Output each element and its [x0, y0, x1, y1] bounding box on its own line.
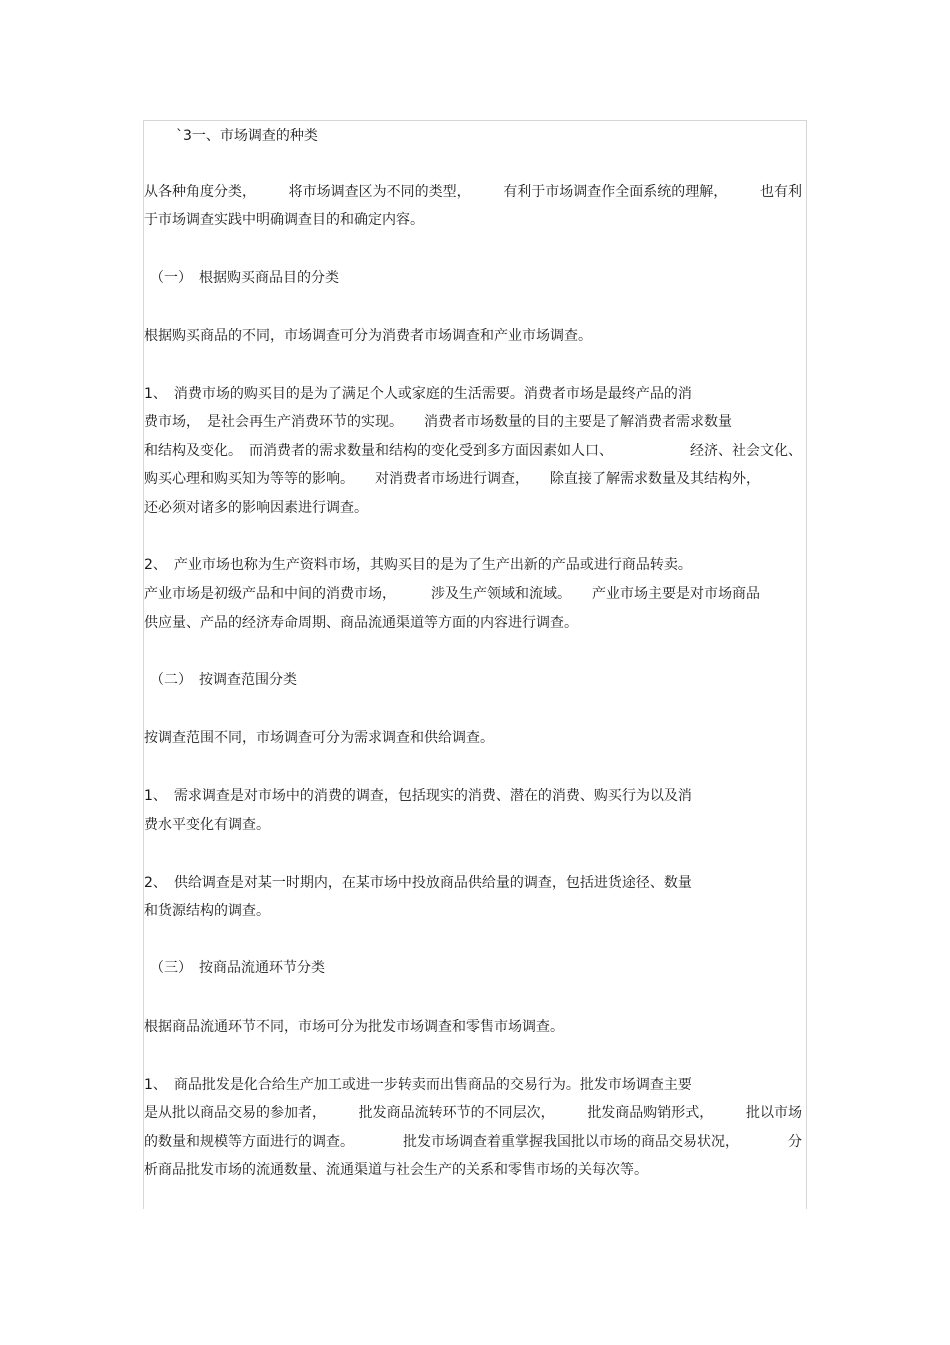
- paragraph-line: 购买心理和购买知为等等的影响。 对消费者市场进行调查， 除直接了解需求数量及其结构外，: [144, 471, 760, 487]
- document-title: `3一、市场调查的种类: [176, 128, 318, 144]
- paragraph-line: 1、 需求调查是对市场中的消费的调查，包括现实的消费、潜在的消费、购买行为以及消: [144, 788, 692, 804]
- intro-segment: 将市场调查区为不同的类型，: [288, 184, 471, 200]
- paragraph-line: [144, 442, 802, 460]
- paragraph-line: 析商品批发市场的流通数量、流通渠道与社会生产的关系和零售市场的关每次等。: [144, 1162, 648, 1178]
- paragraph-line: 1、 商品批发是化合给生产加工或进一步转卖而出售商品的交易行为。批发市场调查主要: [144, 1077, 692, 1093]
- paragraph-line: 1、 消费市场的购买目的是为了满足个人或家庭的生活需要。消费者市场是最终产品的消: [144, 386, 692, 402]
- paragraph-line: [144, 1104, 802, 1122]
- intro-segment: 从各种角度分类，: [144, 184, 256, 200]
- paragraph-line: 费水平变化有调查。: [144, 817, 270, 833]
- paragraph-line: 供应量、产品的经济寿命周期、商品流通渠道等方面的内容进行调查。: [144, 615, 578, 631]
- paragraph-line: 费市场， 是社会再生产消费环节的实现。 消费者市场数量的目的主要是了解消费者需求数量: [144, 414, 732, 430]
- section-heading-2: （二） 按调查范围分类: [150, 672, 297, 688]
- text-segment: 是从批以商品交易的参加者，: [144, 1105, 326, 1121]
- intro-segment: 有利于市场调查作全面系统的理解，: [503, 184, 728, 200]
- section-intro-3: 根据商品流通环节不同，市场可分为批发市场调查和零售市场调查。: [144, 1019, 564, 1035]
- paragraph-line: 2、 供给调查是对某一时期内，在某市场中投放商品供给量的调查，包括进货途径、数量: [144, 875, 692, 891]
- paragraph-line: 产业市场是初级产品和中间的消费市场， 涉及生产领域和流域。 产业市场主要是对市场商品: [144, 586, 760, 602]
- text-segment: 批发商品购销形式，: [587, 1105, 714, 1121]
- paragraph-line: 2、 产业市场也称为生产资料市场，其购买目的是为了生产出新的产品或进行商品转卖。: [144, 557, 692, 573]
- paragraph-line: 还必须对诸多的影响因素进行调查。: [144, 500, 368, 516]
- text-segment: 和结构及变化。 而消费者的需求数量和结构的变化受到多方面因素如人口、: [144, 443, 613, 459]
- section-heading-3: （三） 按商品流通环节分类: [150, 960, 325, 976]
- text-segment: 的数量和规模等方面进行的调查。: [144, 1134, 354, 1150]
- text-segment: 批发市场调查着重掌握我国批以市场的商品交易状况，: [403, 1134, 739, 1150]
- text-segment: 分: [788, 1134, 802, 1150]
- intro-line-1: [144, 183, 802, 201]
- intro-line-2: 于市场调查实践中明确调查目的和确定内容。: [144, 212, 424, 228]
- intro-segment: 也有利: [759, 184, 802, 200]
- text-segment: 批以市场: [745, 1105, 802, 1121]
- section-intro-2: 按调查范围不同，市场调查可分为需求调查和供给调查。: [144, 730, 494, 746]
- section-heading-1: （一） 根据购买商品目的分类: [150, 270, 339, 286]
- section-intro-1: 根据购买商品的不同，市场调查可分为消费者市场调查和产业市场调查。: [144, 328, 592, 344]
- text-segment: 经济、社会文化、: [690, 443, 802, 459]
- paragraph-line: 和货源结构的调查。: [144, 903, 270, 919]
- paragraph-line: [144, 1133, 802, 1151]
- text-segment: 批发商品流转环节的不同层次，: [358, 1105, 555, 1121]
